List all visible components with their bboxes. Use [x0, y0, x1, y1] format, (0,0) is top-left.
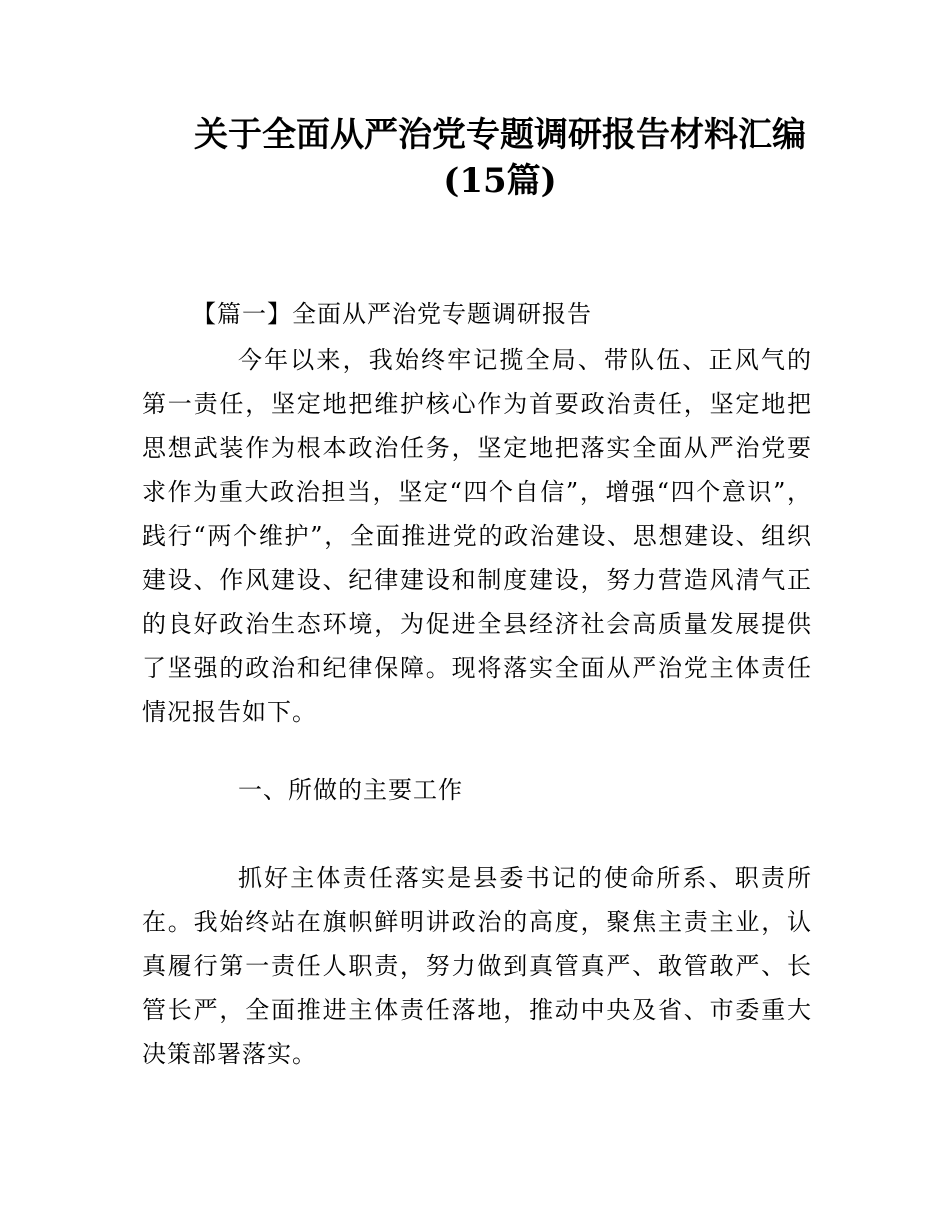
- section-heading: 一、所做的主要工作: [238, 776, 463, 804]
- paragraph-intro: 今年以来，我始终牢记揽全局、带队伍、正风气的第一责任，坚定地把维护核心作为首要政治责任，坚定地把思想武装作为根本政治任务，坚定地把落实全面从严治党要求作为重大政治担当，坚定“四个自信”，增强“四个意识”，践行“两个维护”，全面推进党的政治建设、思想建设、组织建设、作风建设、纪律建设和制度建设，努力营造风清气正的良好政治生态环境，为促进全县经济社会高质量发展提供了坚强的政治和纪律保障。现将落实全面从严治党主体责任情况报告如下。: [142, 346, 812, 726]
- document-title-count: (15篇): [443, 161, 557, 201]
- document-title: 关于全面从严治党专题调研报告材料汇编: [194, 115, 806, 155]
- paragraph-main-work: 抓好主体责任落实是县委书记的使命所系、职责所在。我始终站在旗帜鲜明讲政治的高度，聚焦主责主业，认真履行第一责任人职责，努力做到真管真严、敢管敢严、长管长严，全面推进主体责任落地，推动中央及省、市委重大决策部署落实。: [142, 864, 812, 1068]
- chapter-heading: 【篇一】全面从严治党专题调研报告: [192, 300, 592, 328]
